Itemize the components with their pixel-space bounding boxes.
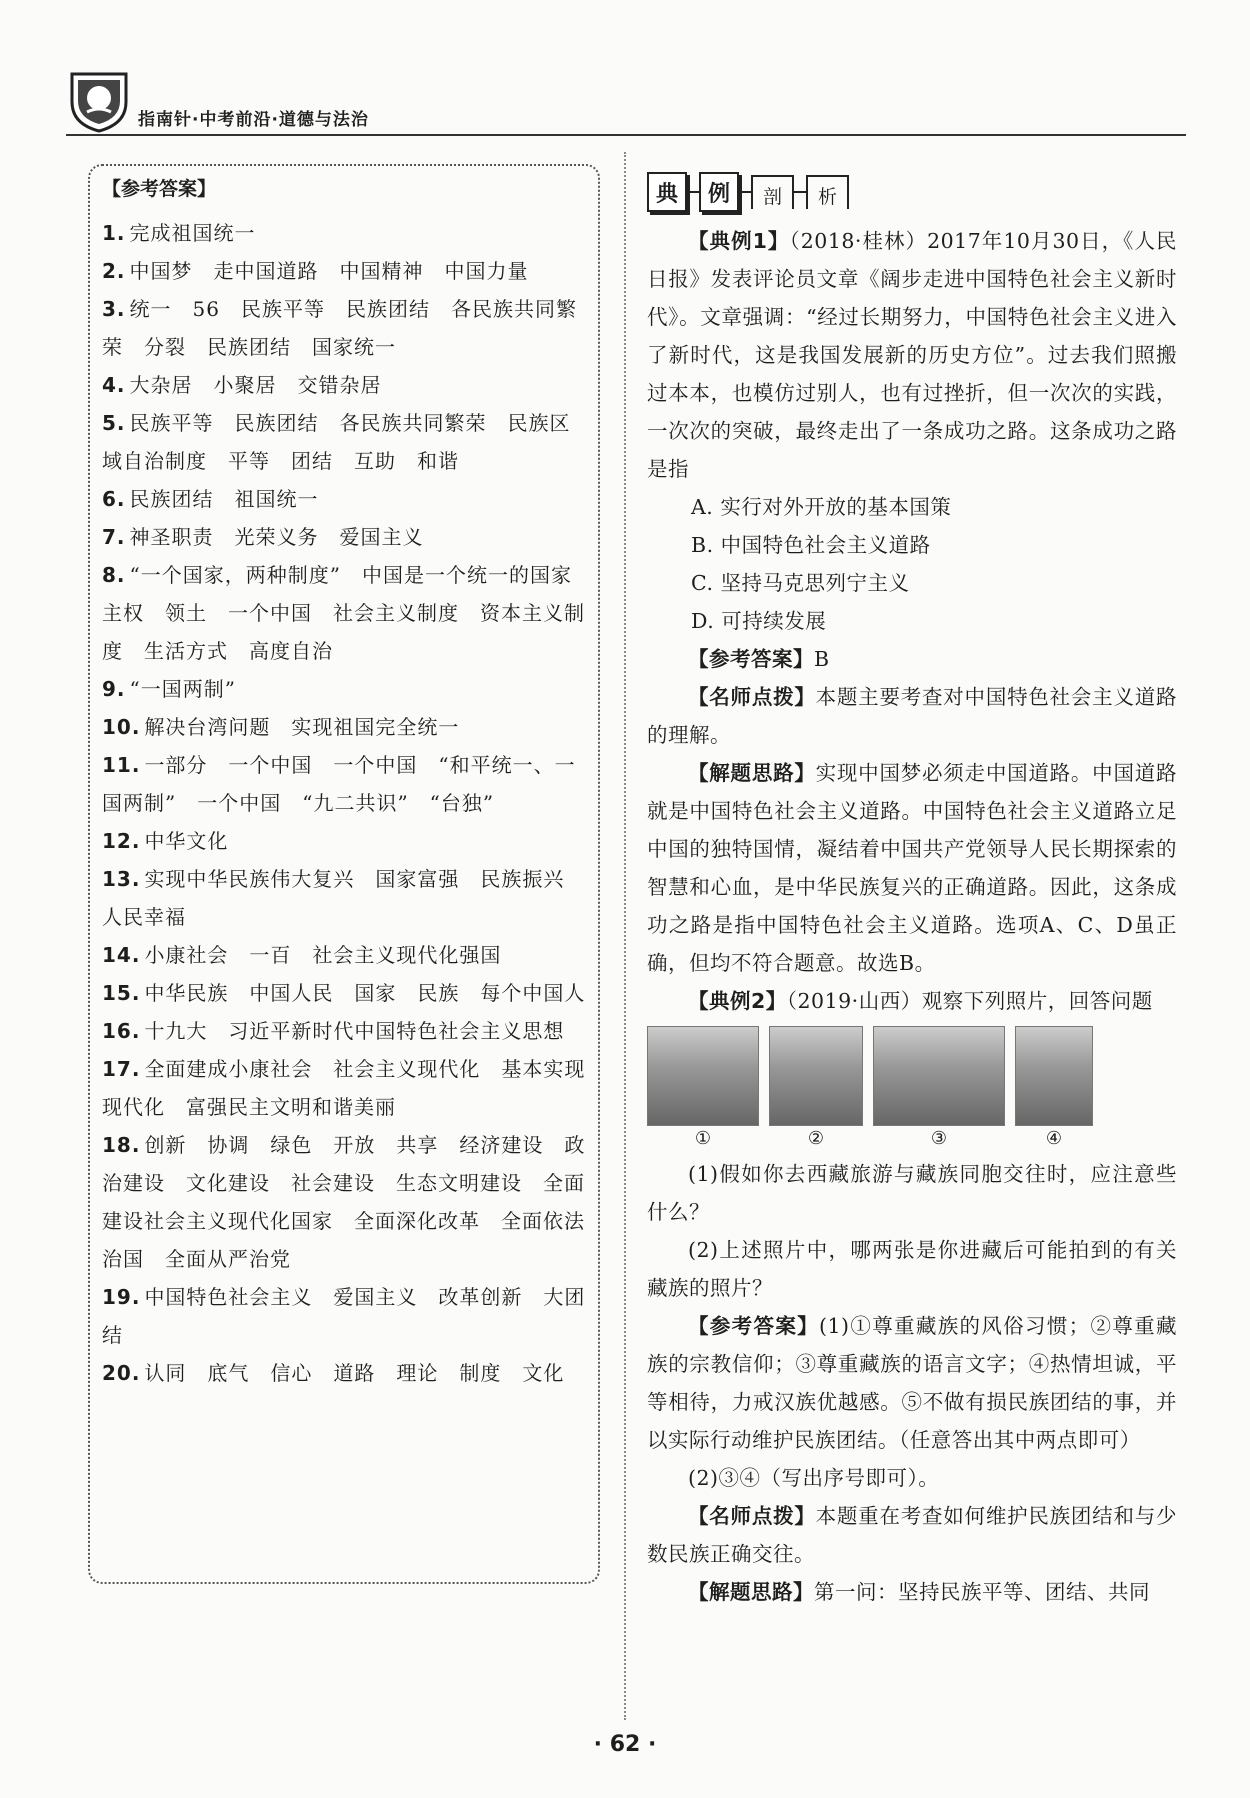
photo-image: [1015, 1026, 1093, 1126]
example1-option-c: C. 坚持马克思列宁主义: [691, 571, 910, 595]
answer-number: 16.: [102, 1019, 141, 1043]
example2-question-2: (2)上述照片中，哪两张是你进藏后可能拍到的有关藏族的照片？: [647, 1238, 1177, 1300]
photo-label: ②: [807, 1128, 825, 1149]
heading-connector: [794, 191, 806, 193]
example2-question-1: (1)假如你去西藏旅游与藏族同胞交往时，应注意些什么？: [647, 1162, 1177, 1224]
answer-number: 17.: [102, 1057, 141, 1081]
header-rule: [66, 134, 1186, 136]
answer-text: 大杂居 小聚居 交错杂居: [129, 373, 382, 397]
photo-row: [647, 1026, 1177, 1126]
example1-tip: [647, 678, 1177, 754]
example1-option-d: D. 可持续发展: [691, 609, 827, 633]
example2-thinking-text: 第一问：坚持民族平等、团结、共同: [814, 1580, 1150, 1604]
tip-tag: 【名师点拨】: [688, 685, 816, 709]
answer-text: 小康社会 一百 社会主义现代化强国: [144, 943, 502, 967]
example1-answer-value: B: [814, 647, 830, 671]
shield-logo-icon: [66, 68, 132, 134]
example2-answer-1: [647, 1307, 1177, 1459]
example1-tip-text: 本题主要考查对中国特色社会主义道路的理解。: [647, 685, 1178, 747]
example2-tip-text: 本题重在考查如何维护民族团结和与少数民族正确交往。: [647, 1504, 1178, 1566]
answer-item: [102, 822, 590, 860]
answer-text: “一国两制”: [129, 677, 236, 701]
photo-image: [647, 1026, 759, 1126]
answer-text: 民族平等 民族团结 各民族共同繁荣 民族区域自治制度 平等 团结 互助 和谐: [102, 411, 571, 473]
answer-number: 12.: [102, 829, 141, 853]
think-tag: 【解题思路】: [688, 761, 816, 785]
answer-number: 18.: [102, 1133, 141, 1157]
answer-number: 1.: [102, 221, 126, 245]
answer-text: 十九大 习近平新时代中国特色社会主义思想: [144, 1019, 565, 1043]
example1-thinking-text: 实现中国梦必须走中国道路。中国道路就是中国特色社会主义道路。中国特色社会主义道路立足中国的独特国情，凝结着中国共产党领导人民长期探索的智慧和心血，是中华民族复兴的正确道路。因此，这条成功之路是指中国特色社会主义道路。选项A、C、D虽正确，但均不符合题意。故选B。: [647, 761, 1178, 975]
answer-item: [102, 670, 590, 708]
example1-stem: [647, 222, 1177, 488]
answer-number: 10.: [102, 715, 141, 739]
answer-text: 完成祖国统一: [129, 221, 256, 245]
answer-number: 15.: [102, 981, 141, 1005]
photo-image: [873, 1026, 1005, 1126]
photo-label: ④: [1045, 1128, 1063, 1149]
answer-text: 中国特色社会主义 爱国主义 改革创新 大团结: [102, 1285, 586, 1347]
example2-answer-1-text: (1)①尊重藏族的风俗习惯；②尊重藏族的宗教信仰；③尊重藏族的语言文字；④热情坦诚，平等相待，力戒汉族优越感。⑤不做有损民族团结的事，并以实际行动维护民族团结。（任意答出其中两点即可）: [647, 1314, 1178, 1452]
answer-key-box: [88, 164, 600, 1584]
answer-item: [102, 974, 590, 1012]
example1-option-a: A. 实行对外开放的基本国策: [691, 495, 952, 519]
answer-number: 19.: [102, 1285, 141, 1309]
answer-text: 神圣职责 光荣义务 爱国主义: [129, 525, 424, 549]
answer-item: [102, 708, 590, 746]
answer-item: [102, 1012, 590, 1050]
answer-number: 3.: [102, 297, 126, 321]
example-column: [647, 170, 1177, 1611]
section-heading: [647, 170, 1177, 214]
answer-text: 认同 底气 信心 道路 理论 制度 文化: [144, 1361, 565, 1385]
tip-tag: 【名师点拨】: [688, 1504, 816, 1528]
photo-label: ①: [694, 1128, 712, 1149]
answer-number: 11.: [102, 753, 141, 777]
answer-text: 中华文化: [144, 829, 229, 853]
example2-thinking: [647, 1573, 1177, 1611]
answer-text: 解决台湾问题 实现祖国完全统一: [144, 715, 460, 739]
example2-tag: 【典例2】: [688, 989, 787, 1013]
heading-connector: [687, 191, 699, 193]
example2-answer-2: (2)③④（写出序号即可）。: [688, 1466, 940, 1490]
answer-item: [102, 746, 590, 822]
photo-image: [769, 1026, 863, 1126]
answer-text: 创新 协调 绿色 开放 共享 经济建设 政治建设 文化建设 社会建设 生态文明建设 全面建设社会主义现代化国家 全面深化改革 全面依法治国 全面从严治党: [102, 1133, 586, 1271]
answer-tag: 【参考答案】: [688, 647, 814, 671]
example1-stem-text: （2018·桂林）2017年10月30日，《人民日报》发表评论员文章《阔步走进中国特色社会主义新时代》。文章强调：“经过长期努力，中国特色社会主义进入了新时代，这是我国发展新的历史方位”。过去我们照搬过本本，也模仿过别人，也有过挫折，但一次次的实践，一次次的突破，最终走出了一条成功之路。这条成功之路是指: [647, 229, 1177, 481]
section-char-2: 例: [699, 172, 739, 212]
answer-text: 一部分 一个中国 一个中国 “和平统一、一国两制” 一个中国 “九二共识” “台独”: [102, 753, 576, 815]
answer-item: [102, 1278, 590, 1354]
answer-number: 9.: [102, 677, 126, 701]
answer-text: 中国梦 走中国道路 中国精神 中国力量: [129, 259, 529, 283]
column-divider: [624, 152, 626, 1720]
answer-item: [102, 556, 593, 670]
heading-connector: [739, 191, 751, 193]
answer-text: 实现中华民族伟大复兴 国家富强 民族振兴 人民幸福: [102, 867, 586, 929]
answer-item: [102, 366, 590, 404]
answer-text: “一个国家，两种制度” 中国是一个统一的国家 主权 领土 一个中国 社会主义制度 资本主义制度 生活方式 高度自治: [102, 563, 593, 663]
answer-number: 4.: [102, 373, 126, 397]
answer-number: 8.: [102, 563, 126, 587]
example2-tip: [647, 1497, 1177, 1573]
example1-answer: [647, 640, 1177, 678]
page-number: · 62 ·: [593, 1732, 657, 1757]
page-header: [66, 60, 1186, 140]
example2-stem: [647, 982, 1177, 1020]
example2-stem-text: （2019·山西）观察下列照片，回答问题: [786, 989, 1153, 1013]
answer-text: 统一 56 民族平等 民族团结 各民族共同繁荣 分裂 民族团结 国家统一: [102, 297, 577, 359]
answer-number: 5.: [102, 411, 126, 435]
photo-label: ③: [930, 1128, 948, 1149]
answer-item: [102, 290, 590, 366]
answer-item: [102, 936, 590, 974]
answer-number: 6.: [102, 487, 126, 511]
answer-item: [102, 1126, 590, 1278]
answer-tag: 【参考答案】: [688, 1314, 819, 1338]
section-char-4: 析: [806, 175, 849, 209]
answer-number: 7.: [102, 525, 126, 549]
answer-number: 14.: [102, 943, 141, 967]
answer-item: [102, 480, 590, 518]
answer-item: [102, 518, 590, 556]
answer-text: 全面建成小康社会 社会主义现代化 基本实现现代化 富强民主文明和谐美丽: [102, 1057, 586, 1119]
answer-number: 2.: [102, 259, 126, 283]
section-char-3: 剖: [751, 175, 794, 209]
answer-item: [102, 1354, 590, 1392]
answer-item: [102, 252, 590, 290]
answer-text: 民族团结 祖国统一: [129, 487, 319, 511]
answer-item: [102, 214, 590, 252]
header-title: 指南针·中考前沿·道德与法治: [138, 110, 369, 130]
section-char-1: 典: [647, 172, 687, 212]
answer-item: [102, 404, 590, 480]
photo-labels: [647, 1128, 1177, 1149]
answer-number: 20.: [102, 1361, 141, 1385]
example1-tag: 【典例1】: [688, 229, 790, 253]
answer-item: [102, 1050, 590, 1126]
answer-key-title: 【参考答案】: [102, 178, 217, 200]
example1-option-b: B. 中国特色社会主义道路: [691, 533, 931, 557]
answer-list: [102, 214, 593, 1392]
answer-text: 中华民族 中国人民 国家 民族 每个中国人: [144, 981, 586, 1005]
example1-thinking: [647, 754, 1177, 982]
answer-item: [102, 860, 590, 936]
answer-number: 13.: [102, 867, 141, 891]
think-tag: 【解题思路】: [688, 1580, 814, 1604]
